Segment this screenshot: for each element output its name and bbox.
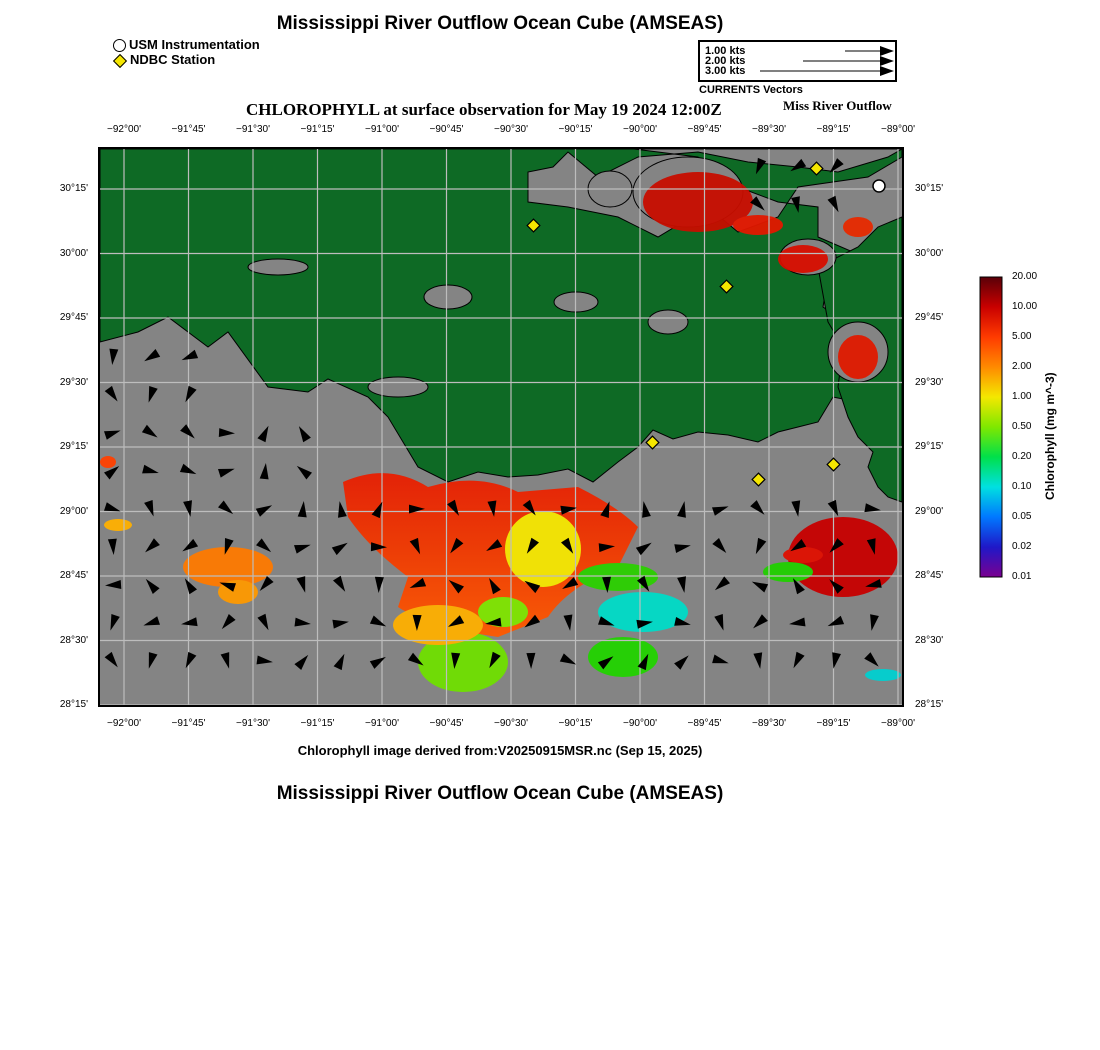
arrow-icon xyxy=(880,46,894,56)
chlorophyll-map xyxy=(98,147,904,707)
legend-ndbc xyxy=(113,52,215,67)
lake-salvador xyxy=(648,310,688,334)
colorbar-tick-label: 0.50 xyxy=(1012,421,1032,432)
arrow-icon xyxy=(880,66,894,76)
vector-key-caption: CURRENTS Vectors xyxy=(699,84,803,96)
lon-tick-label: −89°00' xyxy=(881,124,915,135)
colorbar-tick-label: 2.00 xyxy=(1012,361,1032,372)
lat-tick-label: 28°45' xyxy=(915,570,944,581)
vector-speed-3: 3.00 kts xyxy=(705,65,746,77)
lat-tick-label: 28°45' xyxy=(59,570,88,581)
lat-tick-label: 30°15' xyxy=(59,183,88,194)
colorbar-title: Chlorophyll (mg m^-3) xyxy=(1043,372,1057,500)
lon-tick-label: −91°45' xyxy=(171,718,206,729)
lat-tick-label: 30°15' xyxy=(915,183,944,194)
lon-tick-label: −90°00' xyxy=(623,124,657,135)
lat-tick-label: 28°15' xyxy=(915,699,944,710)
colorbar-tick-label: 0.02 xyxy=(1012,541,1032,552)
lat-tick-label: 29°00' xyxy=(915,505,944,517)
lon-tick-label: −90°15' xyxy=(558,718,593,729)
lat-tick-label: 30°00' xyxy=(59,247,88,259)
lon-tick-label: −89°30' xyxy=(752,124,786,135)
lon-tick-label: −91°00' xyxy=(365,718,399,729)
lon-tick-label: −90°15' xyxy=(558,124,593,135)
vector-speed-1: 1.00 kts xyxy=(705,45,746,57)
lon-tick-label: −91°45' xyxy=(171,124,206,135)
lon-tick-label: −91°15' xyxy=(300,718,335,729)
footer-title: Mississippi River Outflow Ocean Cube (AMSEAS) xyxy=(276,783,724,804)
lon-tick-label: −89°00' xyxy=(881,718,915,729)
lon-tick-label: −89°15' xyxy=(816,718,851,729)
colorbar-tick-label: 5.00 xyxy=(1012,331,1032,342)
lon-tick-label: −91°30' xyxy=(236,718,270,729)
lon-tick-label: −90°45' xyxy=(429,718,464,729)
lon-tick-label: −89°15' xyxy=(816,124,851,135)
colorbar xyxy=(978,276,1004,578)
lon-tick-label: −91°30' xyxy=(236,124,270,135)
colorbar-tick-label: 0.05 xyxy=(1012,511,1032,522)
lon-tick-label: −90°30' xyxy=(494,124,528,135)
legend-ndbc-label: NDBC Station xyxy=(130,52,216,67)
lake-small-2 xyxy=(424,285,472,309)
colorbar-tick-label: 1.00 xyxy=(1012,391,1032,402)
colorbar-tick-label: 10.00 xyxy=(1012,301,1038,312)
lat-tick-label: 29°30' xyxy=(59,376,88,388)
colorbar-tick-label: 20.00 xyxy=(1012,271,1038,282)
lon-tick-label: −89°45' xyxy=(687,718,722,729)
lon-tick-label: −90°30' xyxy=(494,718,528,729)
lake-small-3 xyxy=(368,377,428,397)
lat-tick-label: 29°15' xyxy=(59,441,88,452)
lat-tick-label: 28°30' xyxy=(59,634,88,646)
usm-station-marker xyxy=(873,180,885,192)
current-vector-key xyxy=(698,40,897,82)
page-title: Mississippi River Outflow Ocean Cube (AMSEAS) xyxy=(276,13,724,34)
legend-usm-label: USM Instrumentation xyxy=(129,37,260,52)
lake-small-4 xyxy=(248,259,308,275)
ndbc-marker-icon xyxy=(113,53,127,67)
arrow-icon xyxy=(880,56,894,66)
lon-tick-label: −92°00' xyxy=(107,718,141,729)
lon-tick-label: −90°00' xyxy=(623,718,657,729)
region-label: Miss River Outflow xyxy=(783,98,892,113)
lon-tick-label: −91°15' xyxy=(300,124,335,135)
lon-tick-label: −91°00' xyxy=(365,124,399,135)
legend-usm xyxy=(113,37,260,52)
source-caption: Chlorophyll image derived from:V20250915MSR.nc (Sep 15, 2025) xyxy=(297,743,703,758)
lat-tick-label: 28°15' xyxy=(59,699,88,710)
colorbar-tick-label: 0.01 xyxy=(1012,571,1032,582)
lon-tick-label: −89°45' xyxy=(687,124,722,135)
lat-tick-label: 29°45' xyxy=(59,312,88,323)
lat-tick-label: 30°00' xyxy=(915,247,944,259)
usm-marker-icon xyxy=(113,39,126,52)
colorbar-tick-label: 0.10 xyxy=(1012,481,1032,492)
lat-tick-label: 29°30' xyxy=(915,376,944,388)
lon-tick-label: −92°00' xyxy=(107,124,141,135)
lon-tick-label: −89°30' xyxy=(752,718,786,729)
vector-speed-2: 2.00 kts xyxy=(705,55,746,67)
map-subtitle: CHLOROPHYLL at surface observation for May 19 2024 12:00Z xyxy=(246,100,722,119)
lat-tick-label: 28°30' xyxy=(915,634,944,646)
lat-tick-label: 29°00' xyxy=(59,505,88,517)
lat-tick-label: 29°45' xyxy=(915,312,944,323)
lon-tick-label: −90°45' xyxy=(429,124,464,135)
vector-key-arrows xyxy=(700,42,895,80)
colorbar-tick-label: 0.20 xyxy=(1012,451,1032,462)
lat-tick-label: 29°15' xyxy=(915,441,944,452)
